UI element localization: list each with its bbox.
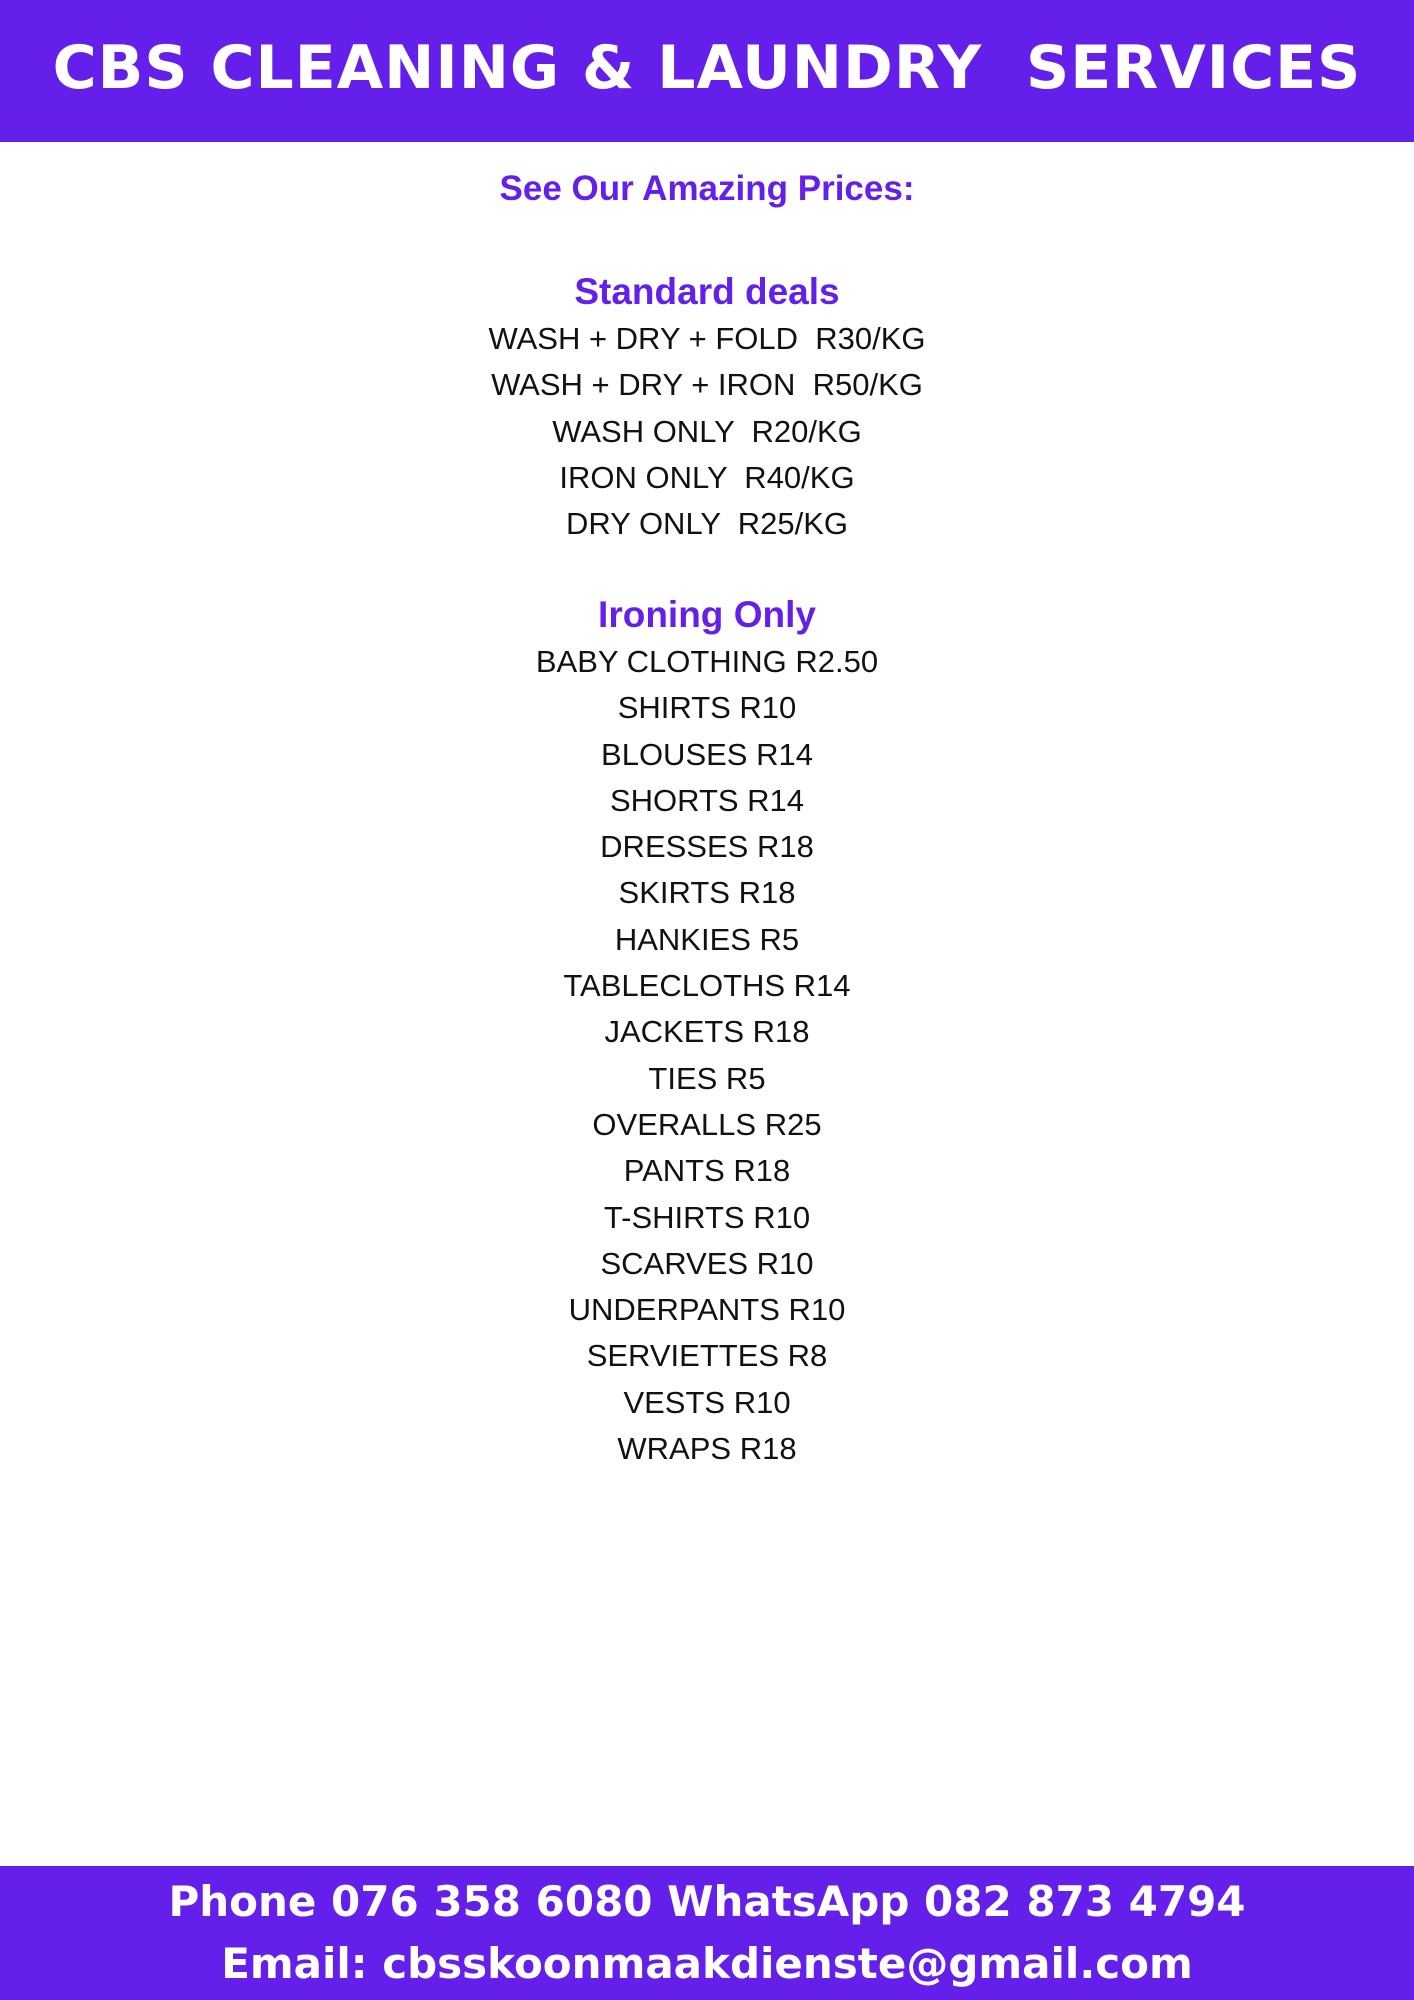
price-item: WASH ONLY R20/KG [552,413,862,449]
intro-heading: See Our Amazing Prices: [499,169,915,208]
price-item: SHIRTS R10 [617,690,797,726]
price-item: SHORTS R14 [609,782,805,818]
standard-deals-section [0,268,1414,547]
contact-phone-line: Phone 076 358 6080 WhatsApp 082 873 4794 [168,1877,1246,1926]
standard-deals-title: Standard deals [574,271,840,312]
price-item: OVERALLS R25 [592,1106,822,1142]
price-item: SCARVES R10 [600,1245,814,1281]
price-item: JACKETS R18 [604,1014,810,1050]
price-item: VESTS R10 [623,1384,791,1420]
price-item: BLOUSES R14 [601,736,813,772]
ironing-only-section [0,591,1414,1472]
price-item: IRON ONLY R40/KG [559,459,855,495]
price-item: DRESSES R18 [600,829,814,865]
price-item: UNDERPANTS R10 [568,1292,846,1328]
price-item: SKIRTS R18 [618,875,796,911]
footer-banner [0,1866,1414,2000]
price-item: DRY ONLY R25/KG [566,506,848,542]
price-item: BABY CLOTHING R2.50 [535,644,879,679]
price-item: T-SHIRTS R10 [603,1199,811,1235]
price-item: SERVIETTES R8 [586,1338,828,1374]
price-item: WASH + DRY + FOLD R30/KG [488,321,926,356]
ironing-only-title: Ironing Only [598,594,816,635]
ironing-only-list [0,639,1414,1472]
price-item: WRAPS R18 [617,1431,797,1467]
standard-deals-list [0,316,1414,547]
page-title: CBS CLEANING & LAUNDRY SERVICES [52,33,1362,103]
price-item: HANKIES R5 [614,921,800,957]
price-item: PANTS R18 [623,1153,791,1189]
contact-email-line: Email: cbsskoonmaakdienste@gmail.com [221,1939,1193,1988]
price-item: WASH + DRY + IRON R50/KG [491,367,923,403]
price-item: TIES R5 [648,1060,766,1096]
header-banner [0,0,1414,142]
price-item: TABLECLOTHS R14 [563,968,851,1004]
